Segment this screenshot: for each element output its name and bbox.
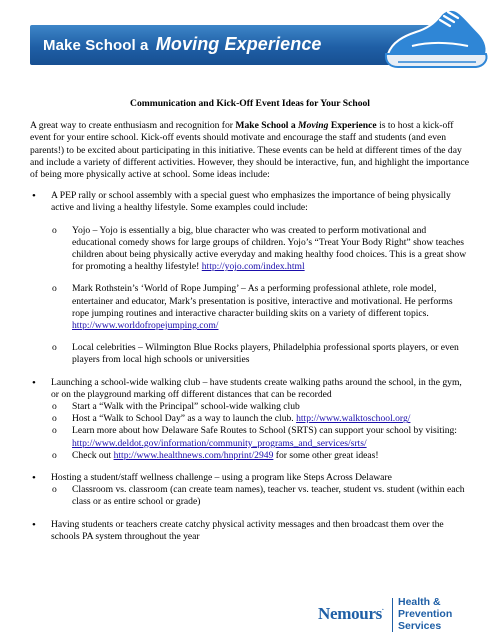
sneaker-icon xyxy=(382,2,490,76)
bullet-walking-club xyxy=(30,377,470,462)
deldot-srts-link[interactable]: http://www.deldot.gov/information/community_programs_and_services/srts/ xyxy=(72,437,367,449)
document-body xyxy=(30,98,470,553)
bullet-wellness-challenge xyxy=(30,472,470,509)
sub-text: Learn more about how Delaware Safe Routes to School (SRTS) can support your school by visiting: xyxy=(72,425,457,437)
sub-marker: o xyxy=(52,342,57,354)
sub-marker: o xyxy=(52,224,57,236)
sub-text: Local celebrities – Wilmington Blue Rocks players, Philadelphia professional sports players, or even players from local high schools or universities xyxy=(72,342,459,366)
intro-paragraph xyxy=(30,120,470,181)
banner-text-moving: Moving Experience xyxy=(155,34,322,54)
sub-text: Start a “Walk with the Principal” school-wide walking club xyxy=(72,401,300,413)
bullet-text: • A PEP rally or school assembly with a special guest who emphasizes the importance of being physically active and living a healthy lifestyle. Some examples could include: xyxy=(30,190,470,214)
intro-bold-1: Make School a xyxy=(235,120,299,132)
sub-text: Yojo – Yojo is essentially a big, blue character who was created to perform motivational and educational comedy shows for large groups of children. Yojo’s “Treat Your Body Right” show teaches children about being physically active everyday and making healthy food choices. This is a great show for promoting a healthy lifestyle! xyxy=(72,224,467,273)
sub-item-yojo xyxy=(30,225,470,274)
nemours-wordmark xyxy=(318,604,383,624)
rope-jumping-link[interactable]: http://www.worldofropejumping.com/ xyxy=(72,320,219,332)
sub-item-healthnews xyxy=(30,450,470,462)
sub-text: Check out xyxy=(72,449,114,461)
walk-to-school-link[interactable]: http://www.walktoschool.org/ xyxy=(296,413,411,425)
sub-text-after: for some other great ideas! xyxy=(273,449,379,461)
sub-marker: o xyxy=(52,425,57,437)
sub-marker: o xyxy=(52,413,57,425)
logo-line-2: Prevention Services xyxy=(398,608,453,632)
health-prevention-services xyxy=(398,596,478,632)
intro-text-end: is to host a kick-off event for your entire school. Kick-off events should motivate and encourage the staff and students (and even parents!) to be excited about participating in this initiative. These events can be held at different times of the day and include a variety of different activities. However, they should be interactive, fun, and highlight the importance of being more physically active at school. Some ideas include: xyxy=(30,120,470,181)
sub-item-walk-principal xyxy=(30,401,470,413)
sub-item-rope-jumping xyxy=(30,283,470,332)
page-title: Communication and Kick-Off Event Ideas for Your School xyxy=(130,98,370,109)
intro-bold-2: Experience xyxy=(328,120,377,132)
bullet-pa-messages xyxy=(30,519,470,543)
brand-name: Nemours xyxy=(318,604,382,623)
nemours-logo xyxy=(318,596,478,636)
brand-mark: . xyxy=(382,604,384,612)
intro-text-start: A great way to create enthusiasm and recognition for xyxy=(30,120,236,132)
sub-text: Host a “Walk to School Day” as a way to launch the club. xyxy=(72,413,297,425)
bullet-pep-rally xyxy=(30,190,470,366)
sub-item-classroom-vs xyxy=(30,484,470,508)
sub-item-local-celebrities xyxy=(30,342,470,366)
bullet-text: • Hosting a student/staff wellness challenge – using a program like Steps Across Delaware xyxy=(30,472,470,484)
bullet-text: • Launching a school-wide walking club – have students create walking paths around the school, in the gym, or on the playground marking off different distances that can be recorded xyxy=(30,377,470,401)
sub-text: Classroom vs. classroom (can create team names), teacher vs. teacher, student vs. student (within each class or as entire school or grade) xyxy=(72,484,465,508)
banner-title xyxy=(43,34,322,55)
sub-item-srts xyxy=(30,425,470,449)
healthnews-link[interactable]: http://www.healthnews.com/hnprint/2949 xyxy=(113,449,274,461)
bullet-text: • Having students or teachers create catchy physical activity messages and then broadcast them over the schools PA system throughout the year xyxy=(30,519,470,543)
sub-marker: o xyxy=(52,283,57,295)
sub-text: Mark Rothstein’s ‘World of Rope Jumping’ – As a performing professional athlete, role model, entertainer and educator, Mark’s presentation is positive, interactive and motivational. He performs rope jumping routines and interactive character building skits on a variety of different topics. xyxy=(72,283,453,319)
header-banner xyxy=(0,0,495,78)
logo-divider xyxy=(392,598,393,632)
sub-item-walk-to-school xyxy=(30,413,470,425)
intro-bold-italic: Moving xyxy=(298,120,329,132)
logo-line-1: Health & xyxy=(398,596,441,608)
banner-text-main: Make School a xyxy=(43,37,149,54)
sub-marker: o xyxy=(52,449,57,461)
sub-marker: o xyxy=(52,401,57,413)
sub-marker: o xyxy=(52,484,57,496)
yojo-link[interactable]: http://yojo.com/index.html xyxy=(201,261,305,273)
